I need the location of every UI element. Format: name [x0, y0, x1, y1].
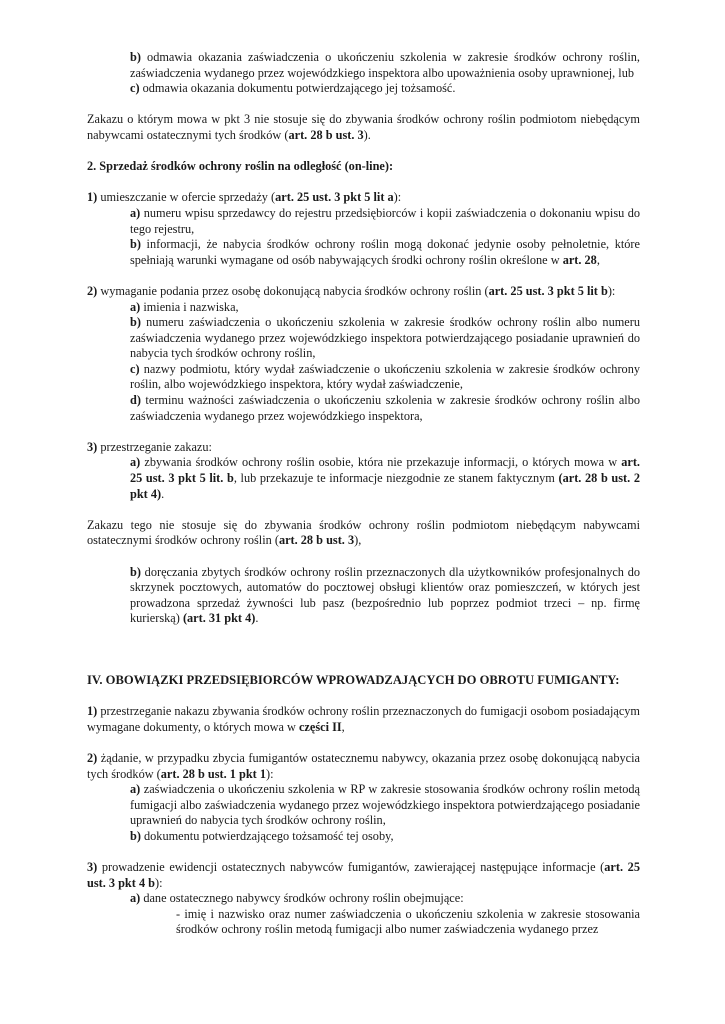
sub-item-b	[87, 315, 640, 362]
note-paragraph	[87, 112, 640, 143]
item-text: zaświadczenia o ukończeniu szkolenia w RP w zakresie stosowania środków ochrony roślin metodą fumigacji albo zaświadczenia wydanego przez wojewódzkiego inspektora potwierdzającego posiadanie uprawnień do nabycia tych środków ochrony roślin,	[130, 782, 640, 828]
item-label: c)	[130, 81, 140, 96]
item-end: ,	[596, 252, 600, 267]
list-item-3	[87, 860, 640, 891]
list-item-1	[87, 704, 640, 735]
sub-item-a	[87, 891, 640, 907]
list-item-2	[87, 751, 640, 782]
item-text: informacji, że nabycia środków ochrony roślin mogą dokonać jedynie osoby pełnoletnie, które spełniają warunki wymagane od osób nabywających środki ochrony roślin określone w	[130, 237, 640, 267]
item-label: 1)	[87, 704, 98, 719]
item-end: .	[161, 486, 165, 501]
item-text: dane ostatecznego nabywcy środków ochrony roślin obejmujące:	[140, 891, 464, 906]
list-item-1	[87, 190, 640, 206]
item-text: nazwy podmiotu, który wydał zaświadczenie o ukończeniu szkolenia w zakresie środków ochrony roślin, albo wojewódzkiego inspektora, który wydał zaświadczenie,	[130, 361, 640, 392]
legal-reference: art. 28 b ust. 3	[288, 127, 364, 142]
item-label: 2)	[87, 750, 98, 765]
item-text: dokumentu potwierdzającego tożsamość tej osoby,	[140, 828, 394, 843]
item-text: numeru wpisu sprzedawcy do rejestru przedsiębiorców i kopii zaświadczenia o dokonaniu wpisu do tego rejestru,	[130, 205, 640, 236]
item-label: b)	[130, 315, 141, 330]
item-label: 1)	[87, 190, 98, 205]
item-end: ):	[607, 283, 616, 298]
item-end: ):	[393, 190, 402, 205]
item-end: ):	[266, 766, 274, 781]
legal-reference: części II	[298, 719, 342, 734]
sub-item-b	[87, 829, 640, 845]
note-text: Zakazu o którym mowa w pkt 3 nie stosuje się do zbywania środków ochrony roślin podmiotom niebędącym nabywcami ostatecznymi tych środków (	[87, 112, 640, 142]
legal-reference: art. 25 ust. 3 pkt 5 lit a	[275, 190, 394, 205]
item-text: terminu ważności zaświadczenia o ukończeniu szkolenia w zakresie środków ochrony roślin albo zaświadczenia wydanego przez wojewódzkiego inspektora,	[130, 393, 640, 423]
item-label: a)	[130, 891, 141, 906]
item-text: odmawia okazania zaświadczenia o ukończeniu szkolenia w zakresie środków ochrony roślin, zaświadczenia wydanego przez wojewódzkiego inspektora albo upoważnienia osoby uprawnionej, lub	[130, 50, 640, 80]
sub-item-a	[87, 206, 640, 237]
item-label: a)	[130, 455, 141, 470]
note-end: ).	[363, 127, 371, 142]
sub-item-b	[87, 237, 640, 268]
item-label: 3)	[87, 439, 98, 454]
legal-reference: (art. 31 pkt 4)	[182, 611, 256, 626]
list-item-2	[87, 284, 640, 300]
item-text: imienia i nazwiska,	[140, 299, 239, 314]
item-end: ,	[341, 719, 345, 734]
legal-reference: (art. 28 b ust. 2 pkt 4)	[130, 471, 641, 501]
sub-item-c	[87, 362, 640, 393]
item-label: b)	[130, 237, 141, 252]
item-text: umieszczanie w ofercie sprzedaży (	[97, 190, 276, 205]
note-text: Zakazu tego nie stosuje się do zbywania środków ochrony roślin podmiotom niebędącym nabywcami ostatecznymi środków ochrony roślin (	[87, 517, 640, 548]
legal-reference: art. 25 ust. 3 pkt 5 lit b	[488, 283, 608, 298]
item-label: a)	[130, 205, 141, 220]
item-text: przestrzeganie zakazu:	[97, 439, 212, 454]
item-text: numeru zaświadczenia o ukończeniu szkolenia w zakresie środków ochrony roślin albo numeru zaświadczenia wydanego przez wojewódzkiego inspektora potwierdzającego posiadanie uprawnień do nabycia tych środków ochrony roślin,	[130, 315, 640, 361]
note-end: ),	[354, 533, 362, 548]
note-paragraph	[87, 518, 640, 549]
item-label: a)	[130, 299, 141, 314]
item-text: wymaganie podania przez osobę dokonującą nabycia środków ochrony roślin (	[97, 283, 489, 298]
item-label: c)	[130, 361, 140, 376]
sub-item-a	[87, 455, 640, 502]
section-heading: IV. OBOWIĄZKI PRZEDSIĘBIORCÓW WPROWADZAJĄCYCH DO OBROTU FUMIGANTY:	[87, 672, 620, 687]
sub-item-a	[87, 300, 640, 316]
item-label: 3)	[87, 860, 98, 875]
item-text: prowadzenie ewidencji ostatecznych nabywców fumigantów, zawierającej następujące informacje (	[97, 860, 605, 875]
item-text: doręczania zbytych środków ochrony roślin przeznaczonych dla użytkowników profesjonalnych do skrzynek pocztowych, automatów do pocztowej obsługi klientów oraz pomieszczeń, w których jest prowadzona sprzedaż żywności lub pasz (bezpośrednio lub poprzez podmiot trzeci – np. firmę kurierską)	[130, 564, 640, 626]
item-end: ):	[155, 875, 163, 890]
legal-reference: art. 25 ust. 3 pkt 5 lit. b	[130, 455, 640, 486]
legal-reference: art. 25 ust. 3 pkt 4 b	[87, 860, 640, 890]
legal-reference: art. 28 b ust. 3	[278, 533, 355, 548]
legal-reference: art. 28	[562, 252, 597, 267]
item-end: .	[255, 611, 259, 626]
item-text: zbywania środków ochrony roślin osobie, która nie przekazuje informacji, o których mowa w	[140, 455, 622, 470]
item-label: b)	[130, 50, 141, 64]
dash-item: - imię i nazwisko oraz numer zaświadczenia o ukończeniu szkolenia w zakresie stosowania środków ochrony roślin metodą fumigacji albo numer zaświadczenia wydanego przez	[176, 906, 640, 937]
item-text: żądanie, w przypadku zbycia fumigantów ostatecznemu nabywcy, okazania przez osobę dokonującą nabycia tych środków (	[87, 750, 640, 781]
item-label: 2)	[87, 283, 98, 298]
section-heading: 2. Sprzedaż środków ochrony roślin na odległość (on-line):	[87, 159, 394, 174]
legal-reference: art. 28 b ust. 1 pkt 1	[160, 766, 267, 781]
item-text: , lub przekazuje te informacje niezgodnie ze stanem faktycznym	[233, 471, 559, 486]
item-text: odmawia okazania dokumentu potwierdzającego jej tożsamość.	[139, 81, 456, 96]
item-label: d)	[130, 393, 141, 408]
document-page	[87, 50, 640, 938]
list-item-c	[87, 81, 640, 97]
list-item-b	[87, 50, 640, 81]
list-item-3	[87, 440, 640, 456]
sub-item-a	[87, 782, 640, 829]
sub-item-d	[87, 393, 640, 424]
item-label: a)	[130, 782, 141, 797]
item-text: przestrzeganie nakazu zbywania środków ochrony roślin przeznaczonych do fumigacji osobom posiadającym wymagane dokumenty, o których mowa w	[87, 704, 640, 734]
sub-item-b	[87, 565, 640, 627]
item-label: b)	[130, 564, 141, 579]
item-label: b)	[130, 828, 141, 843]
